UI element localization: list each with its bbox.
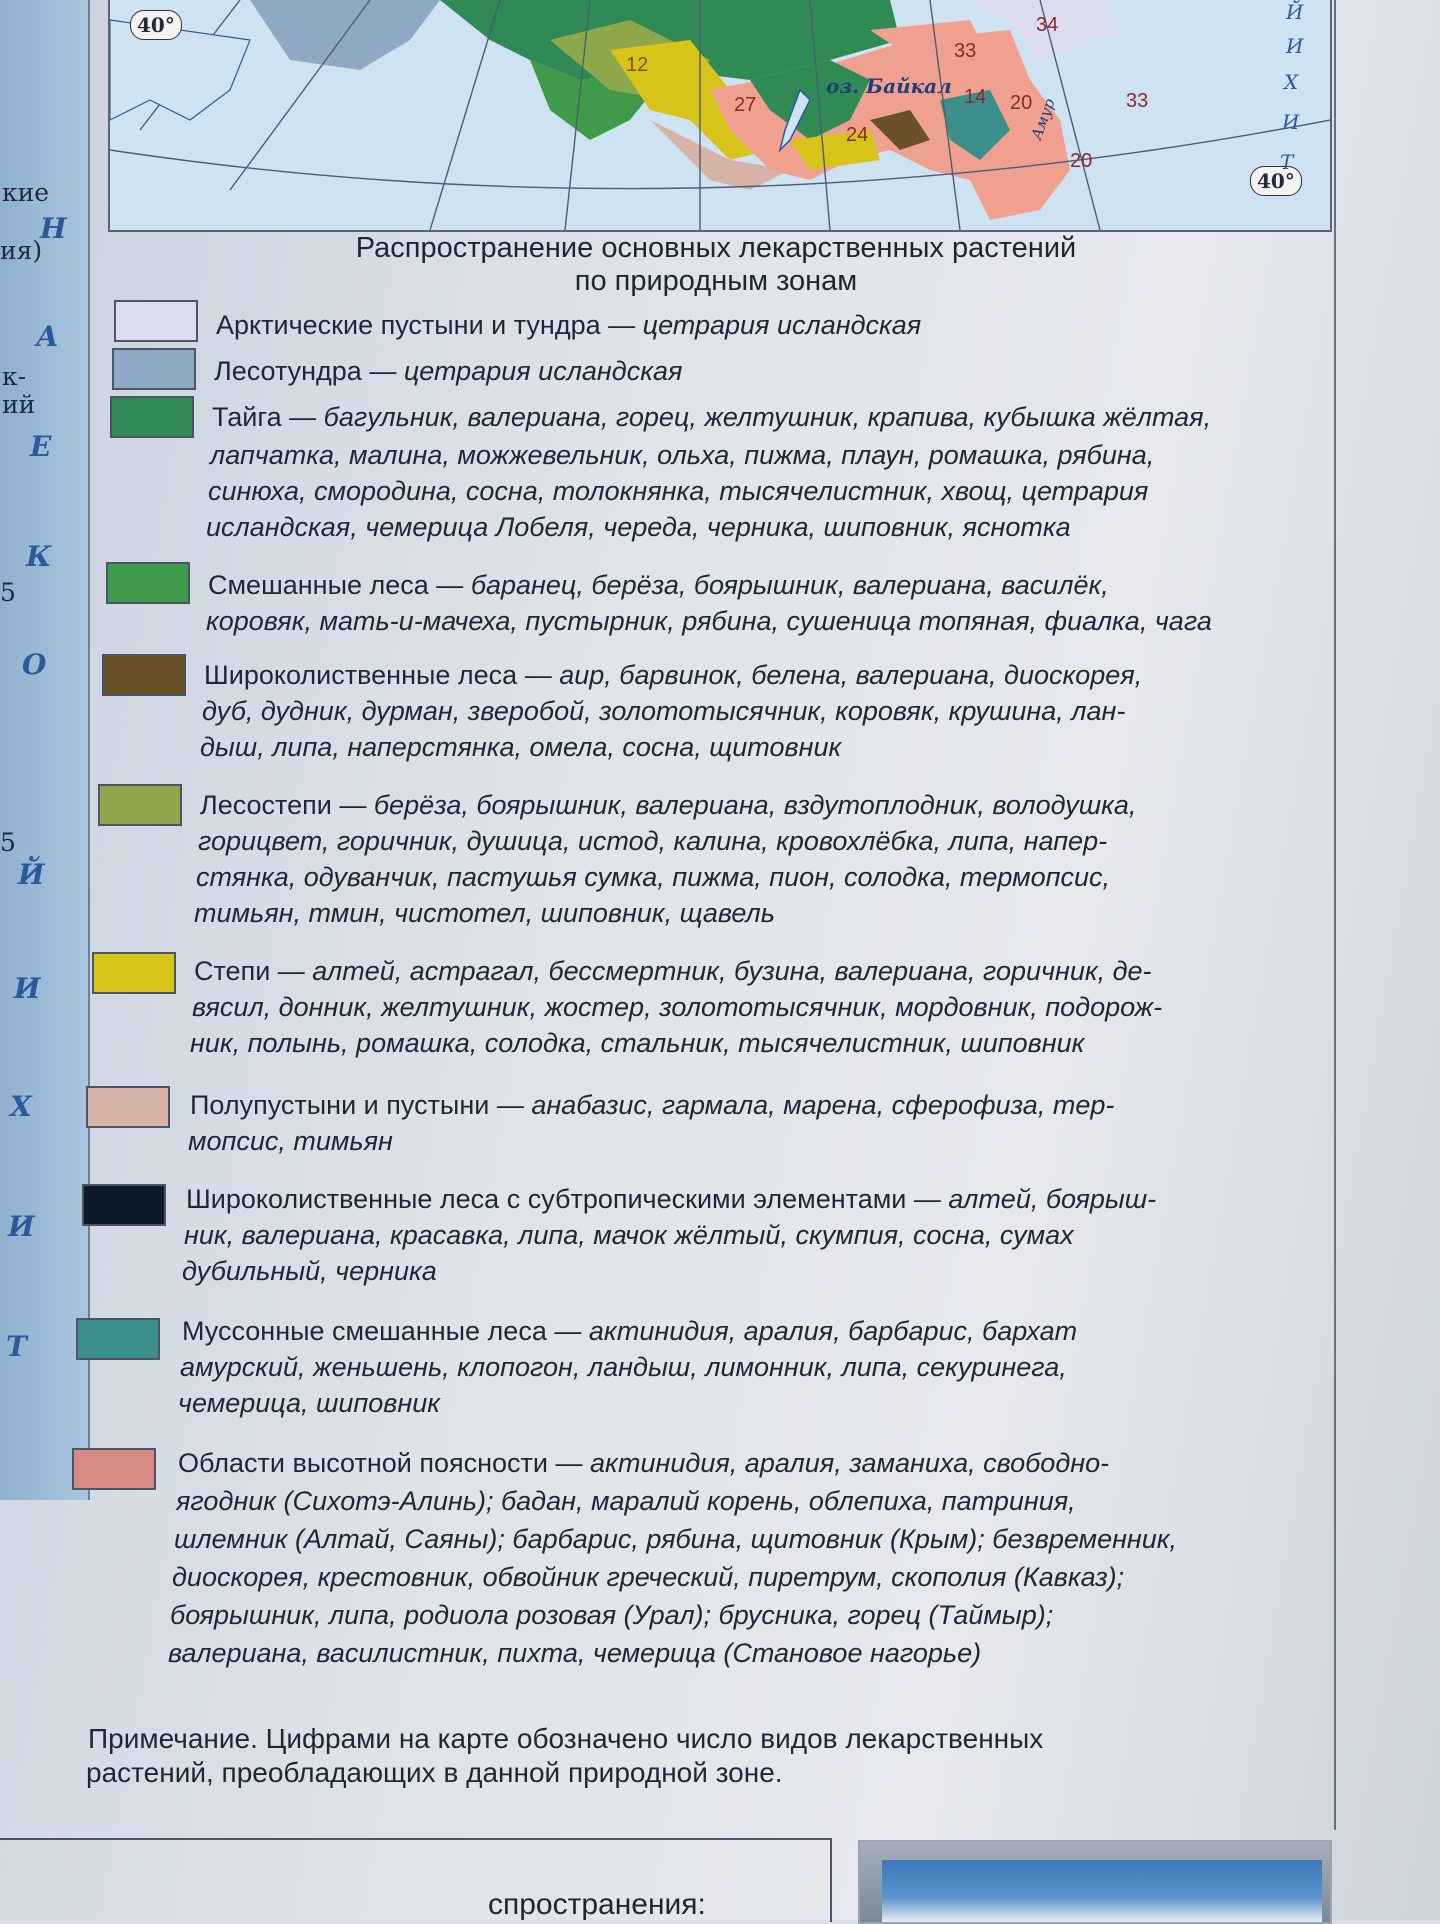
legend-swatch	[110, 396, 194, 438]
legend-plants: ник, валериана, красавка, липа, мачок жёлтый, скумпия, сосна, сумах	[184, 1220, 1074, 1250]
map-note-line: Примечание. Цифрами на карте обозначено число видов лекарственных	[88, 1723, 1044, 1754]
legend-plants: алтей, астрагал, бессмертник, бузина, валериана, горичник, де-	[312, 956, 1152, 986]
map-zone-number: 34	[1036, 14, 1059, 36]
legend-plants: вясил, донник, желтушник, жостер, золототысячник, мордовник, подорож-	[192, 992, 1163, 1022]
ocean-letter: И	[14, 972, 41, 1005]
map-svg	[110, 0, 1330, 230]
legend-title-line: по природным зонам	[574, 265, 858, 297]
map-ocean-letter: Й	[1286, 0, 1304, 24]
legend-zone-name: Лесостепи	[200, 790, 332, 820]
legend-zone-name: Степи	[194, 956, 271, 986]
strip-fragment: кие	[2, 178, 50, 207]
strip-fragment: к-	[2, 362, 27, 391]
legend-zone-name: Тайга	[212, 402, 282, 432]
ocean-letter: Й	[18, 858, 45, 891]
vegetation-map	[108, 0, 1332, 232]
legend-plants: цетрария исландская	[642, 310, 922, 340]
map-river-label: Амур	[1027, 96, 1059, 142]
legend-plants: исландская, чемерица Лобеля, череда, черника, шиповник, яснотка	[206, 512, 1071, 542]
map-ocean-letter: Х	[1284, 70, 1299, 94]
map-zone-number: 27	[734, 94, 757, 116]
legend-plants: цетрария исландская	[403, 356, 683, 386]
map-zone-number: 12	[626, 54, 649, 76]
legend-swatch	[114, 300, 198, 342]
map-zone-number: 14	[964, 86, 987, 108]
legend-swatch	[98, 784, 182, 826]
map-note-line: растений, преобладающих в данной природной зоне.	[86, 1757, 783, 1788]
legend-swatch	[92, 952, 176, 994]
legend-plants: шлемник (Алтай, Саяны); барбарис, рябина, щитовник (Крым); безвременник,	[174, 1524, 1178, 1554]
next-section-frame	[0, 1838, 832, 1922]
legend-plants: валериана, василистник, пихта, чемерица (Становое нагорье)	[168, 1638, 982, 1668]
legend-plants: коровяк, мать-и-мачеха, пустырник, рябина, сушеница топяная, фиалка, чага	[206, 606, 1212, 636]
legend-plants: багульник, валериана, горец, желтушник, крапива, кубышка жёлтая,	[323, 402, 1212, 432]
legend-plants: боярышник, липа, родиола розовая (Урал); брусника, горец (Таймыр);	[170, 1600, 1054, 1630]
strip-fragment: 5	[0, 578, 16, 607]
map-lake-label: оз. Байкал	[826, 74, 952, 98]
map-zone-number: 20	[1070, 150, 1093, 172]
legend-zone-name: Лесотундра	[214, 356, 362, 386]
legend-plants: дуб, дудник, дурман, зверобой, золототысячник, коровяк, крушина, лан-	[202, 696, 1126, 726]
legend-plants: чемерица, шиповник	[178, 1388, 441, 1418]
legend-plants: дубильный, черника	[182, 1256, 437, 1286]
legend-plants: ягодник (Сихотэ-Алинь); бадан, маралий корень, облепиха, патриния,	[176, 1486, 1076, 1516]
legend-swatch	[86, 1086, 170, 1128]
photo-sky	[882, 1860, 1322, 1922]
legend-plants: алтей, боярыш-	[948, 1184, 1157, 1214]
legend-zone-name: Полупустыни и пустыни	[190, 1090, 490, 1120]
ocean-letter: Т	[6, 1330, 27, 1363]
next-section-heading: спространения:	[488, 1888, 706, 1921]
ocean-letter: И	[8, 1210, 35, 1243]
legend-swatch	[106, 562, 190, 604]
legend-swatch	[82, 1184, 166, 1226]
ocean-letter: К	[26, 540, 52, 573]
map-ocean-letter: И	[1282, 110, 1300, 134]
legend-title-line: Распространение основных лекарственных растений	[355, 232, 1077, 264]
legend-plants: синюха, смородина, сосна, толокнянка, тысячелистник, хвощ, цетрария	[208, 476, 1149, 506]
legend-plants: амурский, женьшень, клопогон, ландыш, лимонник, липа, секуринега,	[180, 1352, 1067, 1382]
legend-zone-name: Широколиственные леса	[204, 660, 518, 690]
strip-fragment: ий	[2, 390, 36, 419]
map-note	[86, 1722, 1043, 1790]
ocean-letter: Е	[30, 430, 52, 463]
strip-fragment: 5	[0, 828, 16, 857]
legend-zone-name: Муссонные смешанные леса	[182, 1316, 547, 1346]
legend-plants: мопсис, тимьян	[188, 1126, 393, 1156]
map-degree-label: 40°	[1250, 166, 1302, 196]
legend-plants: аир, барвинок, белена, валериана, диоскорея,	[559, 660, 1143, 690]
map-panel: 40° 40° 12 27 24 33 14 20 34 33 20 оз. Байкал Амур Т И Х И Й Распространение основных лекарственных растений по природным зонам Арктические пустыни и тундра — цетрария исландская Лесотундра — цетрария исландская Тайга — багульник, валериана, горец, желтушник, крапива, кубышка жёлтая, лапчатка, малина, можжевельник, ольха, пижма, плаун, ромашка, рябина, синюха, смородина, сосна, толокнянка, тысячелистник, хвощ, цетрария исландская, чемерица Лобеля, череда, черника, шиповник, яснотка Смешанные леса — баранец, берёза, боярышник, валериана, василёк, коровяк, мать-и-мачеха, пустырник, рябина, сушеница топяная, фиалка, чага Широколиственные леса — аир, барвинок, белена, валериана, диоскорея, дуб, дудник, дурман, зверобой, золототысячник, коровяк, крушина, лан- дыш, липа, наперстянка, омела, сосна, щитовник Лесостепи — берёза, боярышник, валериана, вздутоплодник, володушка, горицвет, горичник, душица, истод, калина, кровохлёбка, липа, напер- стянка, одуванчик, пастушья сумка, пижма, пион, солодка, термопсис, тимьян, тмин, чистотел, шиповник, щавель Степи — алтей, астрагал, бессмертник, бузина, валериана, горичник, де- вясил, донник, желтушник, жостер, золототысячник, мордовник, подорож- ник, полынь, ромашка, солодка, стальник, тысячелистник, шиповник Полупустыни и пустыни — анабазис, гармала, марена, сферофиза, тер- мопсис, тимьян Широколиственные леса с субтропическими элементами — алтей, боярыш- ник, валериана, красавка, липа, мачок жёлтый, скумпия, сосна, сумах дубильный, черника Муссонные смешанные леса — актинидия, аралия, барбарис, бархат амурский, женьшень, клопогон, ландыш, лимонник, липа, секуринега, чемерица, шиповник Области высотной поясности — актинидия, аралия, заманиха, свободно- ягодник (Сихотэ-Алинь); бадан, маралий корень, облепиха, патриния, шлемник (Алтай, Саяны); барбарис, рябина, щитовник (Крым); безвременник, диоскорея, крестовник, обвойник греческий, пиретрум, скополия (Кавказ); боярышник, липа, родиола розовая (Урал); брусника, горец (Таймыр); валериана, василистник, пихта, чемерица (Становое нагорье) Примечание. Цифрами на карте обозначено число видов лекарственных растений, преобладающих в данной природной зоне.	[86, 0, 1336, 1830]
legend-zone-name: Области высотной поясности	[178, 1448, 548, 1478]
legend-swatch	[102, 654, 186, 696]
strip-fragment: ия)	[0, 236, 43, 265]
map-ocean-letter: И	[1286, 34, 1304, 58]
legend-swatch	[76, 1318, 160, 1360]
legend-plants: актинидия, аралия, барбарис, бархат	[588, 1316, 1078, 1346]
legend-plants: актинидия, аралия, заманиха, свободно-	[589, 1448, 1110, 1478]
map-zone-number: 33	[954, 40, 977, 62]
legend-swatch	[72, 1448, 156, 1490]
ocean-letter: Х	[10, 1090, 32, 1123]
legend-plants: диоскорея, крестовник, обвойник греческий, пиретрум, скополия (Кавказ);	[172, 1562, 1125, 1592]
ocean-letter: Н	[40, 212, 67, 245]
legend-zone-name: Арктические пустыни и тундра	[216, 310, 601, 340]
adjacent-map-strip	[0, 0, 90, 1500]
legend-zone-name: Широколиственные леса с субтропическими элементами	[186, 1184, 907, 1214]
legend-plants: баранец, берёза, боярышник, валериана, василёк,	[470, 570, 1109, 600]
legend-plants: стянка, одуванчик, пастушья сумка, пижма, пион, солодка, термопсис,	[196, 862, 1110, 892]
map-degree-label: 40°	[130, 10, 182, 40]
legend-plants: ник, полынь, ромашка, солодка, стальник, тысячелистник, шиповник	[190, 1028, 1085, 1058]
map-zone-number: 24	[846, 124, 869, 146]
legend-plants: дыш, липа, наперстянка, омела, сосна, щитовник	[200, 732, 842, 762]
legend-plants: берёза, боярышник, валериана, вздутоплодник, володушка,	[373, 790, 1137, 820]
legend-plants: лапчатка, малина, можжевельник, ольха, пижма, плаун, ромашка, рябина,	[210, 440, 1155, 470]
photo	[858, 1840, 1332, 1924]
legend-plants: анабазис, гармала, марена, сферофиза, тер-	[531, 1090, 1115, 1120]
ocean-letter: А	[36, 320, 59, 353]
legend-plants: горицвет, горичник, душица, истод, калина, кровохлёбка, липа, напер-	[198, 826, 1108, 856]
legend-title	[186, 232, 1246, 298]
map-zone-number: 33	[1126, 90, 1149, 112]
ocean-letter: О	[22, 648, 47, 681]
legend-swatch	[112, 348, 196, 390]
map-zone-number: 20	[1010, 92, 1033, 114]
legend-plants: тимьян, тмин, чистотел, шиповник, щавель	[194, 898, 775, 928]
map-ocean-letter: Т	[1280, 150, 1294, 174]
legend-zone-name: Смешанные леса	[208, 570, 429, 600]
